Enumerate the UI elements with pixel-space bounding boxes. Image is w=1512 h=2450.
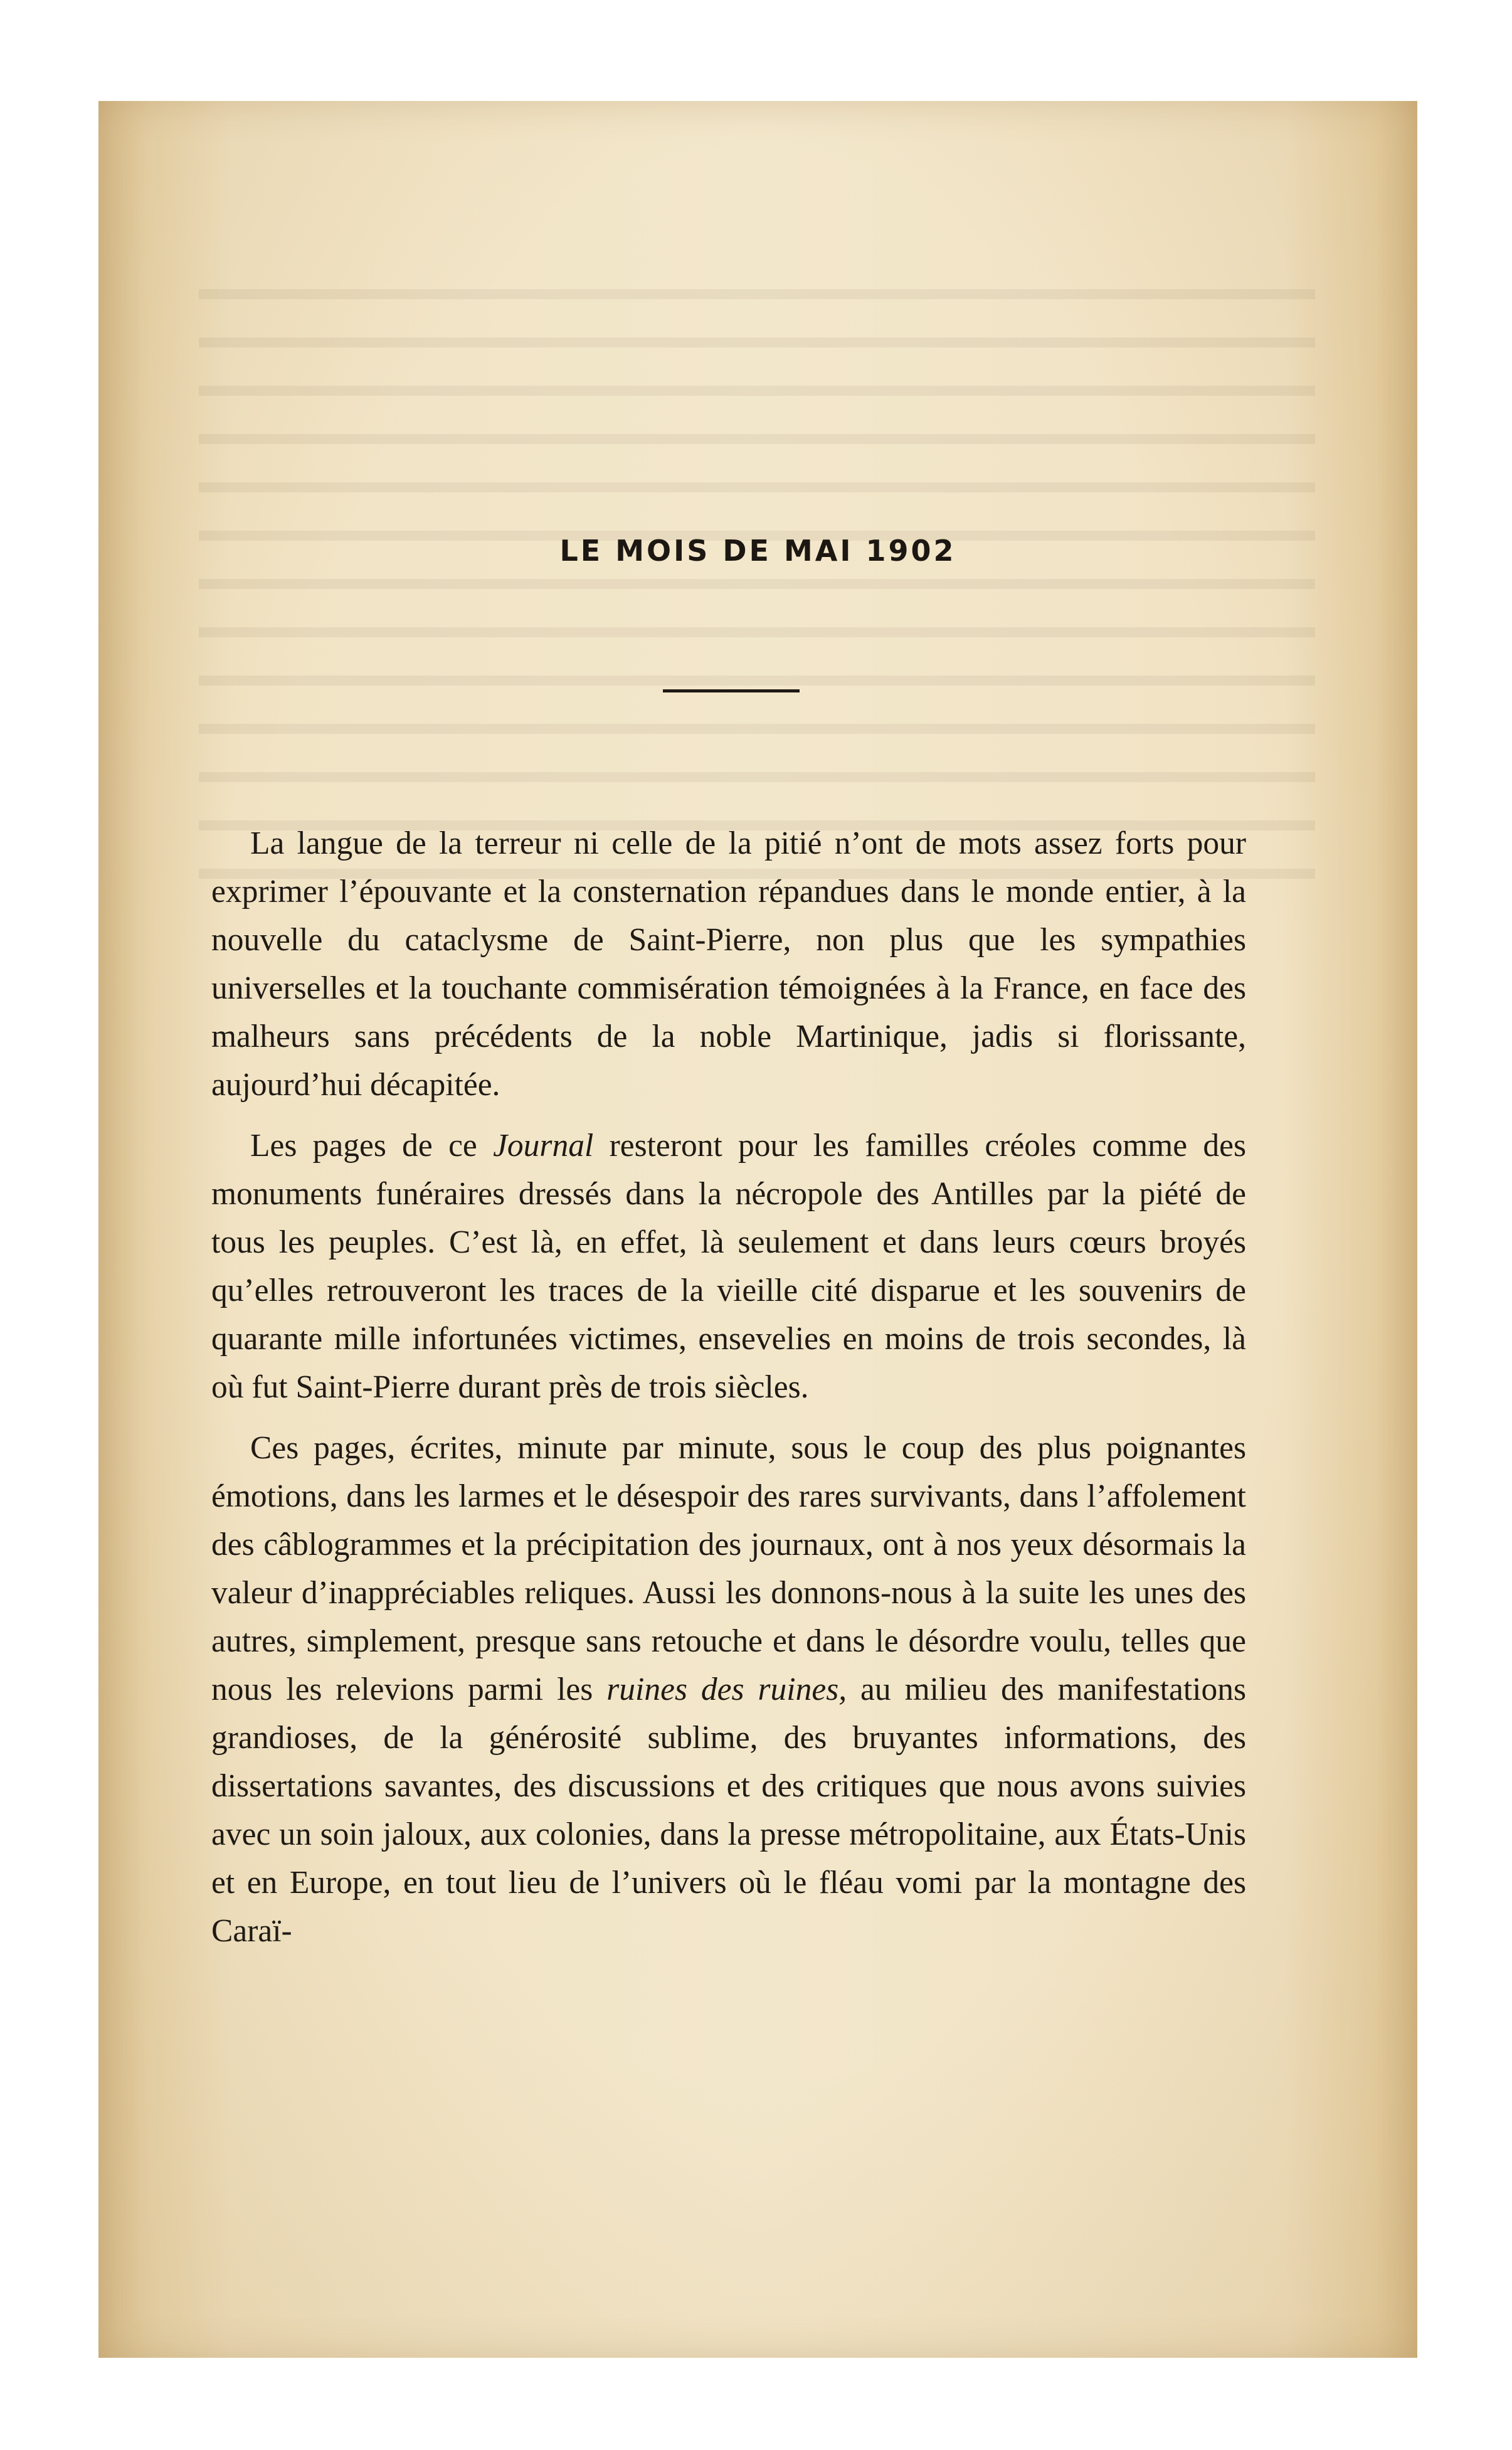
paragraph-text: resteront pour les familles créoles comme des monuments funéraires dressés dans la nécropole des Antilles par la piété de tous les peuples. C’est là, en effet, là seulement et dans leurs cœurs broyés qu’elles retrouveront les traces de la vieille cité disparue et les souvenirs de quarante mille infortunées victimes, ensevelies en moins de trois secondes, là où fut Saint-Pierre durant près de trois siècles. (211, 1128, 1246, 1405)
paragraph (211, 1424, 1246, 1955)
bleed-through-texture (199, 264, 1315, 891)
paragraph-text: Ces pages, écrites, minute par minute, sous le coup des plus poignantes émotions, dans les larmes et le désespoir des rares survivants, dans l’affolement des câblogrammes et la précipitation des journaux, ont à nos yeux désormais la valeur d’inappréciables reliques. Aussi les donnons-nous à la suite les unes des autres, simplement, presque sans retouche et dans le désordre voulu, telles que nous les relevions parmi les (211, 1430, 1246, 1707)
paragraph-text: au milieu des manifestations grandioses, de la générosité sublime, des bruyantes informations, des dissertations savantes, des discussions et des critiques que nous avons suivies avec un soin jaloux, aux colonies, dans la presse métropolitaine, aux États-Unis et en Europe, en tout lieu de l’univers où le fléau vomi par la montagne des Caraï- (211, 1672, 1247, 1949)
paragraph-text: Les pages de ce (250, 1128, 494, 1164)
paragraph (211, 819, 1246, 1109)
italic-text: Journal (493, 1128, 594, 1164)
paragraph-text: La langue de la terreur ni celle de la pitié n’ont de mots assez forts pour exprimer l’épouvante et la consternation répandues dans le monde entier, à la nouvelle du cataclysme de Saint-Pierre, non plus que les sympathies universelles et la touchante commisération témoignées à la France, en face des malheurs sans précédents de la noble Martinique, jadis si florissante, aujourd’hui décapitée. (211, 825, 1246, 1103)
page-title: LE MOIS DE MAI 1902 (559, 534, 956, 568)
book-page (98, 101, 1417, 2358)
italic-text: ruines des ruines, (606, 1672, 847, 1707)
paragraph (211, 1122, 1246, 1411)
title-divider (663, 689, 800, 692)
body-text (211, 819, 1246, 1968)
